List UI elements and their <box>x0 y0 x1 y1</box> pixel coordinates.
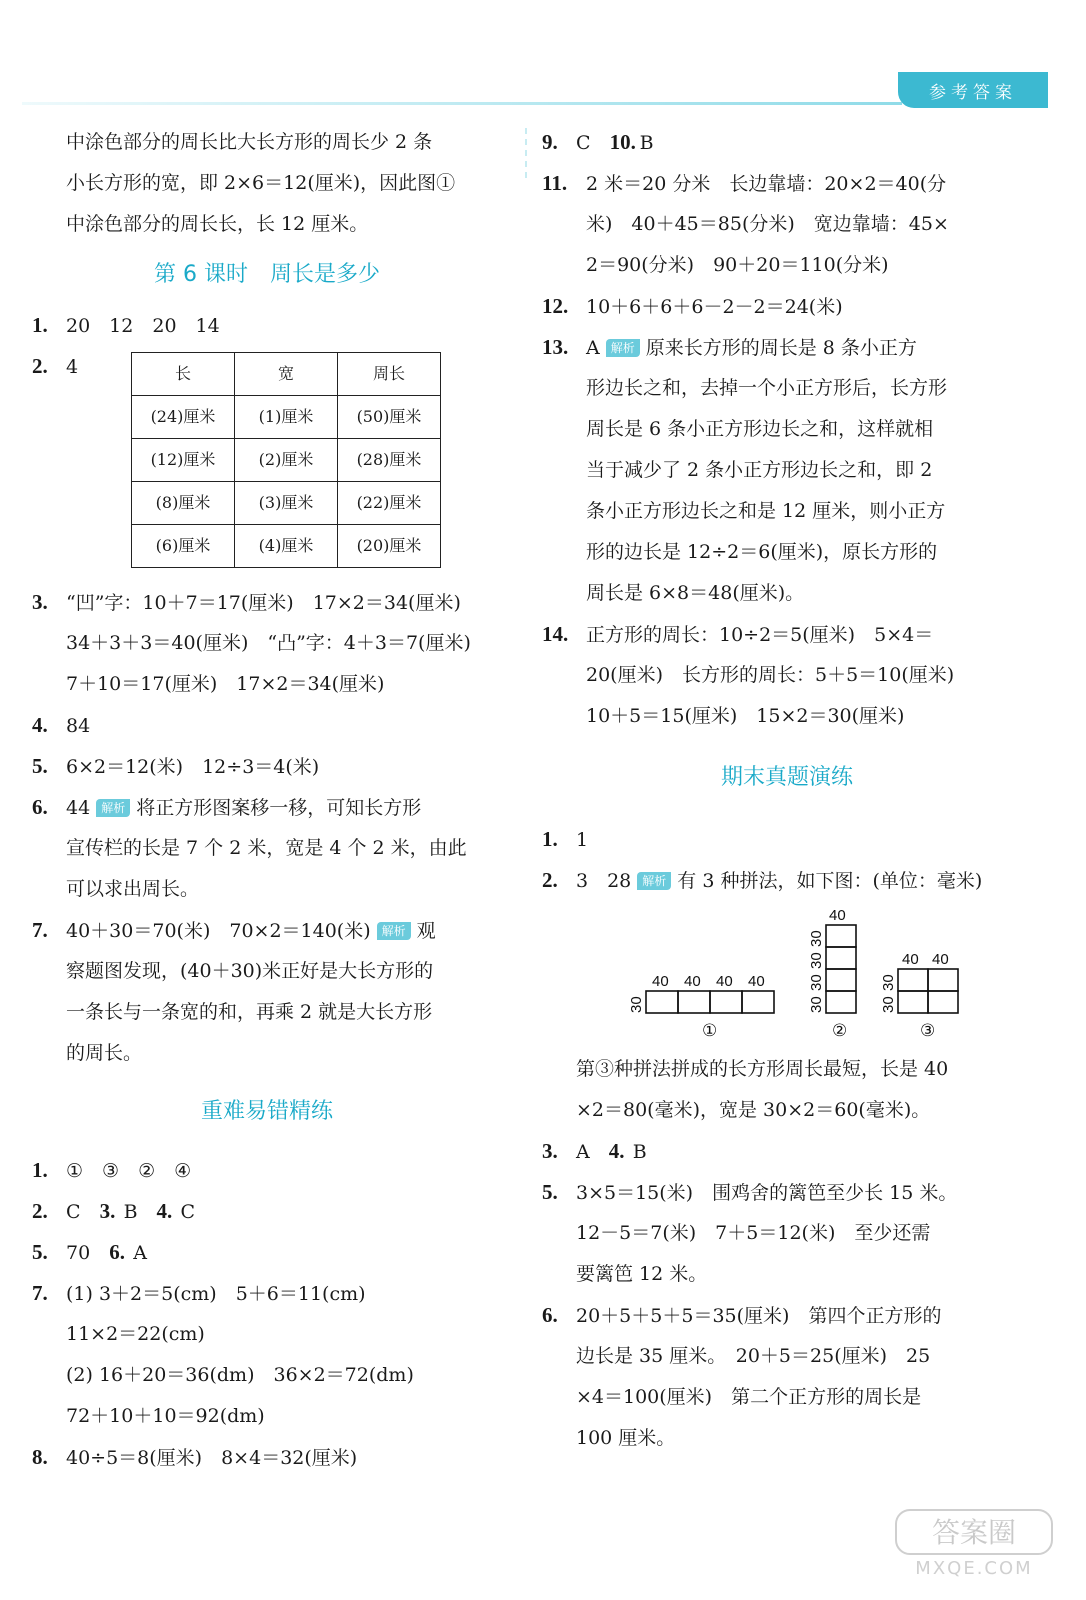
text-line: 一条长与一条宽的和，再乘 2 就是大长方形 <box>66 1001 433 1023</box>
review-12: 12. 10＋6＋6＋6－2－2＝24(米) <box>542 294 843 318</box>
text-line: 第③种拼法拼成的长方形周长最短，长是 40 <box>576 1058 949 1080</box>
right-column <box>542 122 1032 1459</box>
table-cell: (50)厘米 <box>338 396 441 439</box>
fig2-top-label: 40 <box>829 907 846 924</box>
fig3-top-label: 40 <box>902 951 919 968</box>
fig2-side-label: 30 <box>808 996 825 1013</box>
figure-1 <box>646 991 774 1013</box>
question-5: 5. 6×2＝12(米) 12÷3＝4(米) <box>32 754 320 778</box>
review-11: 11. 2 米＝20 分米 长边靠墙：20×2＝40(分 <box>542 171 947 195</box>
fig1-side-label: 30 <box>628 996 645 1013</box>
fig3-label: ③ <box>920 1021 936 1040</box>
table-cell: (28)厘米 <box>338 439 441 482</box>
exam-5: 5. 3×5＝15(米) 围鸡舍的篱笆至少长 15 米。 <box>542 1180 958 1204</box>
table-cell: (20)厘米 <box>338 525 441 568</box>
text-line: 小长方形的宽，即 2×6＝12(厘米)，因此图① <box>66 172 456 194</box>
review-2: 2. C 3. B 4. C <box>32 1199 196 1223</box>
section-title: 重难易错精练 <box>200 1099 333 1124</box>
text-line: (2) 16＋20＝36(dm) 36×2＝72(dm) <box>66 1364 414 1386</box>
text-line: 周长是 6×8＝48(厘米)。 <box>586 582 805 604</box>
fig1-label: ① <box>702 1021 718 1040</box>
section-title: 第 6 课时 周长是多少 <box>154 262 380 287</box>
review-1: 1. ① ③ ② ④ <box>32 1158 192 1182</box>
table-cell: (24)厘米 <box>132 396 235 439</box>
fig3-side-label: 30 <box>880 974 897 991</box>
text-line: 周长是 6 条小正方形边长之和，这样就相 <box>586 418 934 440</box>
table-row <box>132 439 441 482</box>
table-cell: (1)厘米 <box>235 396 338 439</box>
watermark-logo <box>894 1508 1054 1580</box>
text-line: 要篱笆 12 米。 <box>576 1263 708 1285</box>
answer-table <box>131 352 441 568</box>
text-line: ×4＝100(厘米) 第二个正方形的周长是 <box>576 1386 922 1408</box>
text-line: 察题图发现，(40＋30)米正好是大长方形的 <box>66 960 434 982</box>
table-cell: (3)厘米 <box>235 482 338 525</box>
table-cell: (8)厘米 <box>132 482 235 525</box>
question-4: 4. 84 <box>32 713 91 737</box>
analysis-tag: 解析 <box>96 799 130 817</box>
question-6: 6. 44 解析 将正方形图案移一移，可知长方形 <box>32 795 422 819</box>
text-line: 34＋3＋3＝40(厘米) “凸”字：4＋3＝7(厘米) <box>66 632 471 654</box>
question-7: 7. 40＋30＝70(米) 70×2＝140(米) 解析 观 <box>32 918 436 942</box>
section-title: 期末真题演练 <box>720 765 853 790</box>
review-7: 7. (1) 3＋2＝5(cm) 5＋6＝11(cm) <box>32 1281 366 1305</box>
fig2-side-label: 30 <box>808 974 825 991</box>
text-line: 100 厘米。 <box>576 1427 676 1449</box>
header-rule <box>22 102 902 105</box>
analysis-tag: 解析 <box>606 339 640 357</box>
review-5: 5. 70 6. A <box>32 1240 147 1264</box>
text-line: 20(厘米) 长方形的周长：5＋5＝10(厘米) <box>586 664 955 686</box>
fig1-top-label: 40 <box>684 973 701 990</box>
review-14: 14. 正方形的周长：10÷2＝5(厘米) 5×4＝ <box>542 622 934 646</box>
text-line: ×2＝80(毫米)，宽是 30×2＝60(毫米)。 <box>576 1099 931 1121</box>
fig1-top-label: 40 <box>716 973 733 990</box>
table-cell: (22)厘米 <box>338 482 441 525</box>
table-row <box>132 396 441 439</box>
review-13: 13. A 解析 原来长方形的周长是 8 条小正方 <box>542 335 917 359</box>
text-line: 可以求出周长。 <box>66 878 200 900</box>
text-line: 10＋5＝15(厘米) 15×2＝30(厘米) <box>586 705 905 727</box>
table-header: 长 <box>132 353 235 396</box>
text-line: 形边长之和，去掉一个小正方形后，长方形 <box>586 377 948 399</box>
column-divider <box>525 128 527 178</box>
table-cell: (2)厘米 <box>235 439 338 482</box>
exam-6: 6. 20＋5＋5＋5＝35(厘米) 第四个正方形的 <box>542 1303 942 1327</box>
exam-3: 3. A 4. B <box>542 1139 647 1163</box>
left-column <box>32 122 502 1478</box>
question-2: 2. 4 长 宽 周长 (24)厘米 (1)厘米 (50)厘米 (12)厘米 (2)厘米 (28)厘米 (8)厘米 (3)厘米 (22)厘米 (6)厘米 (4)厘米 (20)厘米 <box>32 346 502 582</box>
text-line: 2＝90(分米) 90＋20＝110(分米) <box>586 254 889 276</box>
watermark-url: MXQE.COM <box>915 1558 1033 1579</box>
fig3-side-label: 30 <box>880 996 897 1013</box>
table-cell: (4)厘米 <box>235 525 338 568</box>
figure-2 <box>826 925 856 1013</box>
text-line: 72＋10＋10＝92(dm) <box>66 1405 265 1427</box>
watermark-text: 答案圈 <box>931 1516 1017 1549</box>
fig1-top-label: 40 <box>748 973 765 990</box>
header-tab: 参考答案 <box>898 72 1048 108</box>
text-line: 米) 40＋45＝85(分米) 宽边靠墙：45× <box>586 213 949 235</box>
table-row <box>132 482 441 525</box>
text-line: 当于减少了 2 条小正方形边长之和，即 2 <box>586 459 933 481</box>
fig3-top-label: 40 <box>932 951 949 968</box>
analysis-tag: 解析 <box>637 872 671 890</box>
table-header: 周长 <box>338 353 441 396</box>
text-line: 宣传栏的长是 7 个 2 米，宽是 4 个 2 米，由此 <box>66 837 467 859</box>
text-line: 中涂色部分的周长比大长方形的周长少 2 条 <box>66 131 433 153</box>
text-line: 7＋10＝17(厘米) 17×2＝34(厘米) <box>66 673 385 695</box>
fig2-label: ② <box>832 1021 848 1040</box>
table-cell: (6)厘米 <box>132 525 235 568</box>
review-8: 8. 40÷5＝8(厘米) 8×4＝32(厘米) <box>32 1445 358 1469</box>
text-line: 边长是 35 厘米。 20＋5＝25(厘米) 25 <box>576 1345 931 1367</box>
table-row <box>132 525 441 568</box>
text-line: 条小正方形边长之和是 12 厘米，则小正方 <box>586 500 946 522</box>
text-line: 形的边长是 12÷2＝6(厘米)，原长方形的 <box>586 541 938 563</box>
fig2-side-label: 30 <box>808 930 825 947</box>
fig2-side-label: 30 <box>808 952 825 969</box>
text-line: 11×2＝22(cm) <box>66 1323 205 1345</box>
text-line: 12－5＝7(米) 7＋5＝12(米) 至少还需 <box>576 1222 931 1244</box>
question-1: 1. 20 12 20 14 <box>32 313 220 337</box>
question-3: 3. “凹”字：10＋7＝17(厘米) 17×2＝34(厘米) <box>32 590 461 614</box>
fig1-top-label: 40 <box>652 973 669 990</box>
table-header: 宽 <box>235 353 338 396</box>
exam-2: 2. 3 28 解析 有 3 种拼法，如下图：(单位：毫米) <box>542 868 983 892</box>
text-line: 中涂色部分的周长长，长 12 厘米。 <box>66 213 369 235</box>
table-cell: (12)厘米 <box>132 439 235 482</box>
arrangement-figure <box>542 901 1032 1049</box>
figure-3 <box>898 969 958 1013</box>
exam-1: 1. 1 <box>542 827 589 851</box>
review-9: 9. C 10. B <box>542 130 654 154</box>
analysis-tag: 解析 <box>377 922 411 940</box>
text-line: 的周长。 <box>66 1042 143 1064</box>
